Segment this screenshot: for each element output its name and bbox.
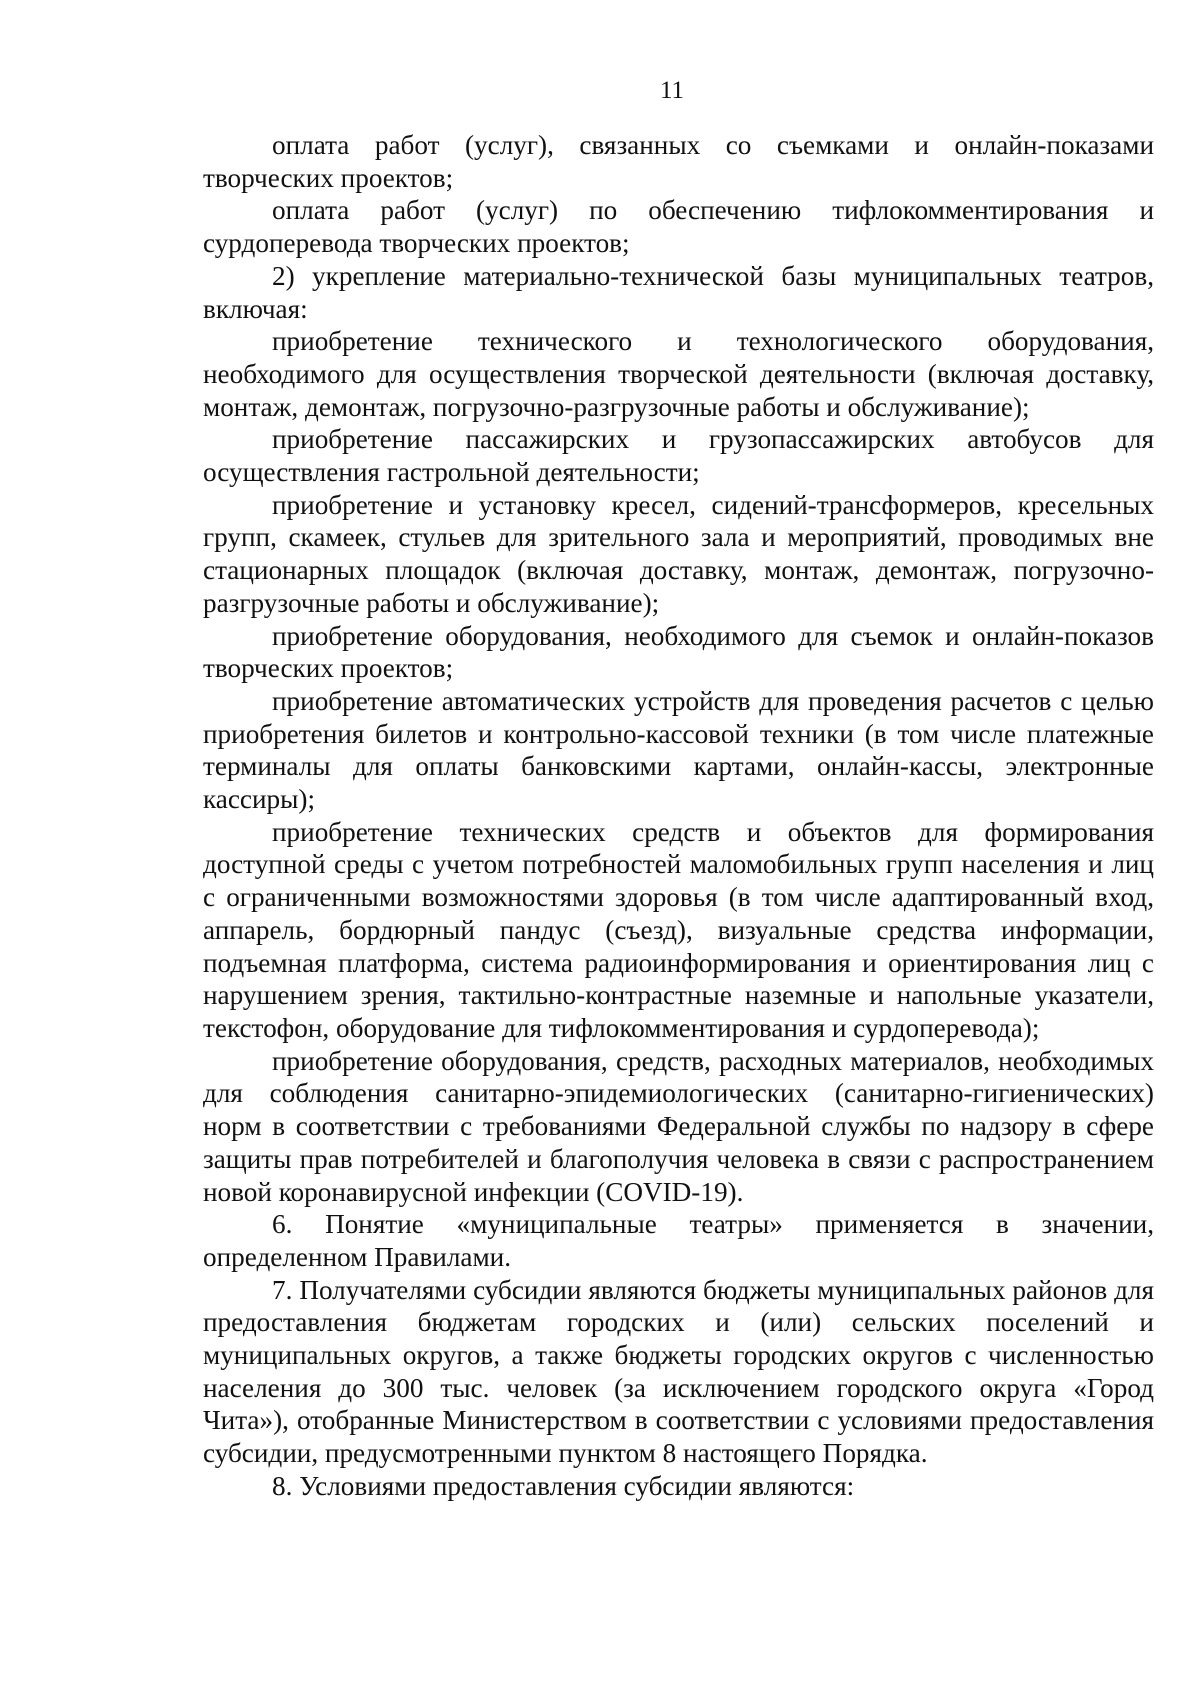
paragraph-9: приобретение технических средств и объектов для формирования доступной среды с учетом потребностей маломобильных групп населения и лиц с ограниченными возможностями здоровья (в том числе адаптированный вход, аппарель, бордюрный пандус (съезд), визуальные средства информации, подъемная платформа, система радиоинформирования и ориентирования лиц с нарушением зрения, тактильно-контрастные наземные и напольные указатели, текстофон, оборудование для тифлокомментирования и сурдоперевода); (203, 816, 1154, 1043)
page-number: 11 (659, 77, 685, 104)
document-body (203, 129, 1154, 1503)
paragraph-10: приобретение оборудования, средств, расходных материалов, необходимых для соблюдения санитарно-эпидемиологических (санитарно-гигиенических) норм в соответствии с требованиями Федеральной службы по надзору в сфере защиты прав потребителей и благополучия человека в связи с распространением новой коронавирусной инфекции (COVID-19). (203, 1045, 1154, 1207)
paragraph-12: 7. Получателями субсидии являются бюджеты муниципальных районов для предоставления бюджетам городских и (или) сельских поселений и муниципальных округов, а также бюджеты городских округов с численностью населения до 300 тыс. человек (за исключением городского округа «Город Чита»), отобранные Министерством в соответствии с условиями предоставления субсидии, предусмотренными пунктом 8 настоящего Порядка. (203, 1274, 1154, 1469)
paragraph-7: приобретение оборудования, необходимого для съемок и онлайн-показов творческих проектов; (203, 620, 1154, 684)
paragraph-6: приобретение и установку кресел, сидений-трансформеров, кресельных групп, скамеек, стульев для зрительного зала и мероприятий, проводимых вне стационарных площадок (включая доставку, монтаж, демонтаж, погрузочно-разгрузочные работы и обслуживание); (203, 489, 1154, 618)
paragraph-11: 6. Понятие «муниципальные театры» применяется в значении, определенном Правилами. (203, 1209, 1154, 1272)
paragraph-2: оплата работ (услуг) по обеспечению тифлокомментирования и сурдоперевода творческих проектов; (203, 195, 1154, 259)
paragraph-4: приобретение технического и технологического оборудования, необходимого для осуществления творческой деятельности (включая доставку, монтаж, демонтаж, погрузочно-разгрузочные работы и обслуживание); (203, 326, 1154, 422)
paragraph-13: 8. Условиями предоставления субсидии являются: (272, 1470, 855, 1501)
paragraph-5: приобретение пассажирских и грузопассажирских автобусов для осуществления гастрольной деятельности; (203, 424, 1154, 488)
paragraph-3: 2) укрепление материально-технической базы муниципальных театров, включая: (203, 260, 1154, 324)
paragraph-8: приобретение автоматических устройств для проведения расчетов с целью приобретения билетов и контрольно-кассовой техники (в том числе платежные терминалы для оплаты банковскими картами, онлайн-кассы, электронные кассиры); (203, 685, 1154, 815)
paragraph-1: оплата работ (услуг), связанных со съемками и онлайн-показами творческих проектов; (203, 130, 1154, 193)
